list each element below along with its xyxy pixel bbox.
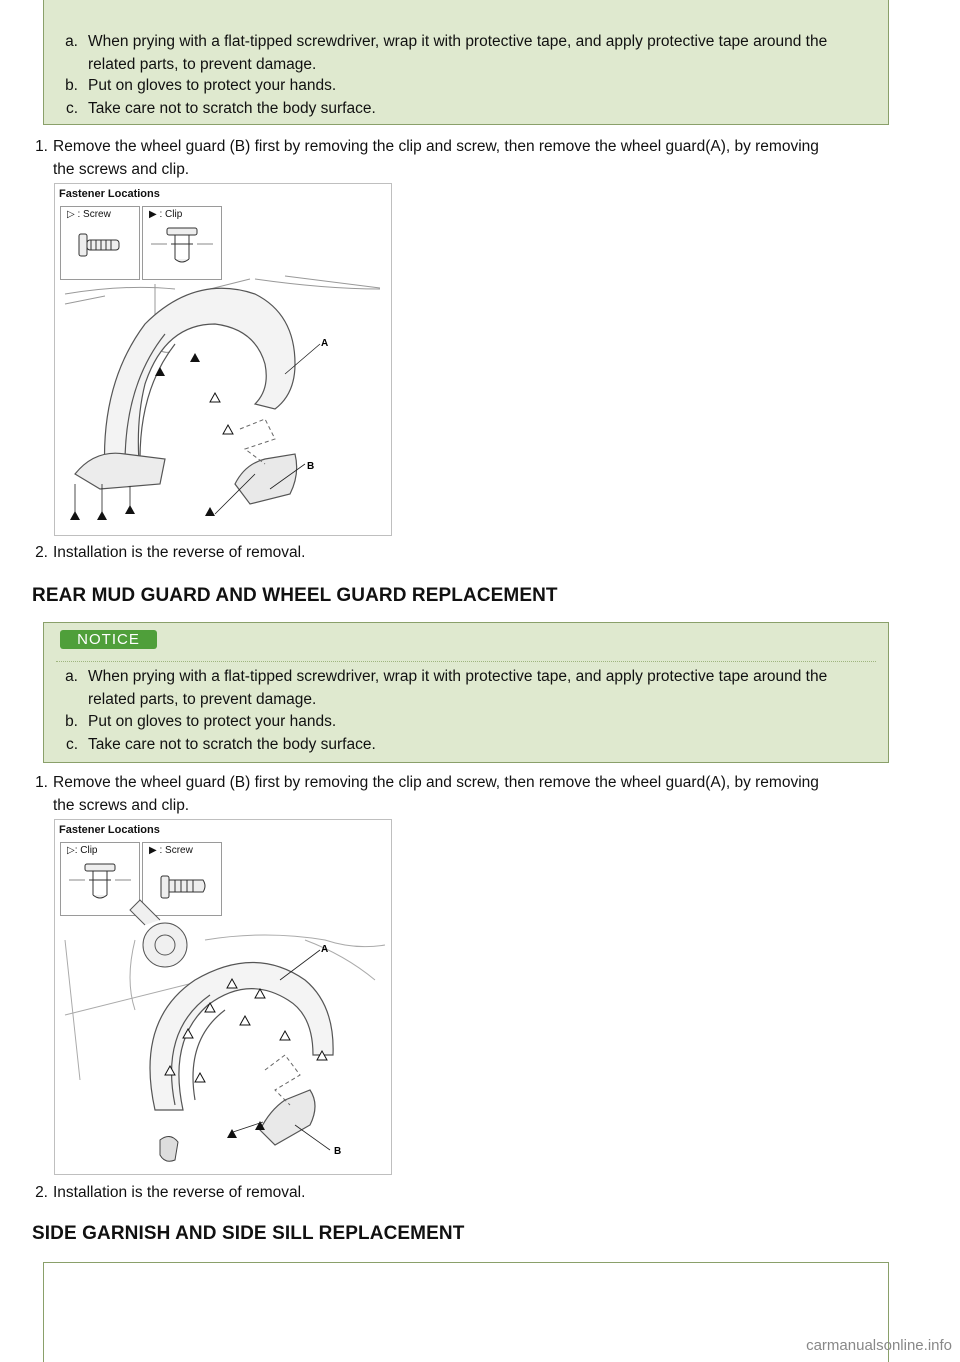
item-label: c. <box>65 736 78 753</box>
clip-icon <box>151 228 213 262</box>
item-label: c. <box>65 100 78 117</box>
wheel-guard-drawing <box>55 184 391 535</box>
hub-assembly <box>130 900 187 967</box>
callout-b: B <box>334 1146 342 1157</box>
step-number: 2. <box>35 1184 48 1201</box>
item-label: b. <box>65 77 78 94</box>
item-text-line: Take care not to scratch the body surface. <box>88 736 376 753</box>
legend-label: ▶ : Clip <box>149 209 183 220</box>
step-text-line: Remove the wheel guard (B) first by removing the clip and screw, then remove the wheel guard(A), by removing <box>53 774 819 791</box>
step-text-line: the screws and clip. <box>53 161 190 178</box>
step-text-line: the screws and clip. <box>53 797 190 814</box>
item-label: a. <box>65 668 78 685</box>
item-text-line: Take care not to scratch the body surface. <box>88 100 376 117</box>
item-text-line: related parts, to prevent damage. <box>88 691 317 708</box>
callout-a: A <box>321 944 329 955</box>
item-text-line: Put on gloves to protect your hands. <box>88 713 337 730</box>
front-wheel-guard-figure <box>54 183 392 536</box>
figure-title: Fastener Locations <box>59 824 160 836</box>
watermark: carmanualsonline.info <box>806 1337 952 1354</box>
legend-label: ▶ : Screw <box>149 845 193 856</box>
item-text-line: related parts, to prevent damage. <box>88 56 317 73</box>
loose-clip <box>160 1136 178 1161</box>
clip-icon <box>69 864 131 898</box>
item-text-line: Put on gloves to protect your hands. <box>88 77 337 94</box>
notice-box-rear <box>43 622 889 763</box>
wheel-guard-a <box>105 288 296 474</box>
mud-guard-b <box>260 1090 315 1145</box>
screw-icon <box>161 876 205 898</box>
body-outline <box>65 935 385 1080</box>
step-number: 1. <box>35 774 48 791</box>
item-text-line: When prying with a flat-tipped screwdriver, wrap it with protective tape, and apply protective tape around the <box>88 33 828 50</box>
callout-a: A <box>321 338 329 349</box>
notice-badge: NOTICE <box>60 630 157 649</box>
lower-flap <box>75 453 165 489</box>
item-text-line: When prying with a flat-tipped screwdriver, wrap it with protective tape, and apply protective tape around the <box>88 668 828 685</box>
notice-box-front <box>43 0 889 125</box>
screw-icon <box>79 234 119 256</box>
clip-markers <box>210 393 233 434</box>
rear-wheel-guard-figure <box>54 819 392 1175</box>
item-label: b. <box>65 713 78 730</box>
mud-guard-b <box>235 454 297 504</box>
step-text-line: Installation is the reverse of removal. <box>53 1184 306 1201</box>
legend-label: ▷: Clip <box>67 845 98 856</box>
step-text-line: Remove the wheel guard (B) first by removing the clip and screw, then remove the wheel guard(A), by removing <box>53 138 819 155</box>
section-heading-rear: REAR MUD GUARD AND WHEEL GUARD REPLACEMENT <box>32 585 558 606</box>
legend-label: ▷ : Screw <box>67 209 111 220</box>
callout-b: B <box>307 461 315 472</box>
step-number: 1. <box>35 138 48 155</box>
item-label: a. <box>65 33 78 50</box>
wheel-guard-a <box>150 963 333 1111</box>
step-number: 2. <box>35 544 48 561</box>
notice-separator <box>56 661 876 662</box>
section-heading-side: SIDE GARNISH AND SIDE SILL REPLACEMENT <box>32 1223 465 1244</box>
rear-wheel-guard-drawing <box>55 820 391 1174</box>
step-text-line: Installation is the reverse of removal. <box>53 544 306 561</box>
figure-title: Fastener Locations <box>59 188 160 200</box>
next-notice-box <box>43 1262 889 1362</box>
